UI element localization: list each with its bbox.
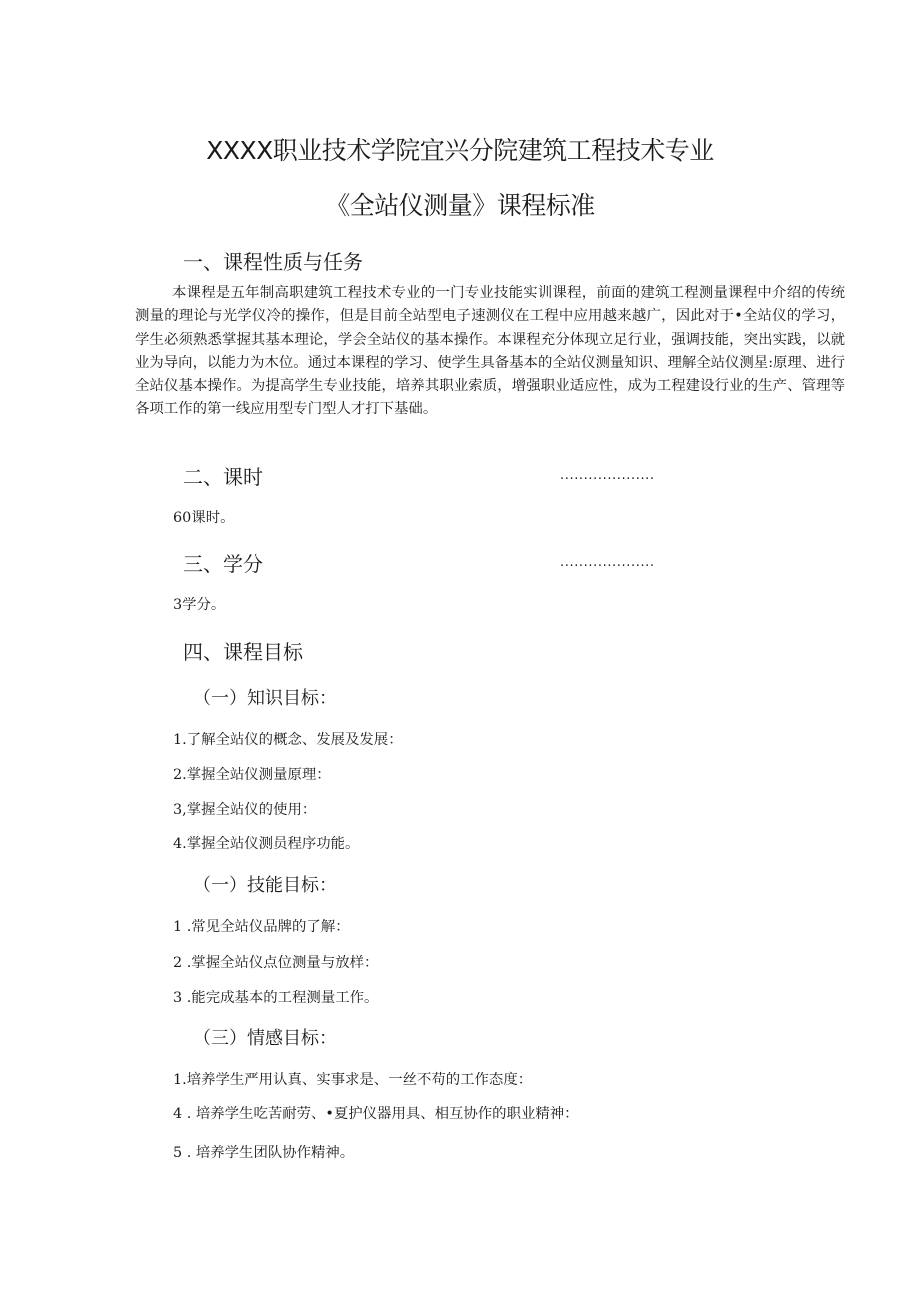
- section-heading-hours: 二、课时: [183, 465, 263, 489]
- emotion-item: 1.培养学生严用认真、实事求是、一丝不苟的工作态度：: [173, 1072, 533, 1088]
- knowledge-item: 3,掌握全站仪的使用：: [173, 802, 317, 818]
- hours-dot-leader: ....................: [560, 468, 655, 483]
- knowledge-item: 2.掌握全站仪测量原理：: [173, 767, 331, 783]
- document-title-line1: XXXX职业技术学院宜兴分院建筑工程技术专业: [206, 136, 714, 165]
- emotion-item: 5 . 培养学生团队协作精神。: [173, 1145, 355, 1161]
- document-title-line2: 《全站仪测量》课程标准: [325, 191, 595, 220]
- section-paragraph-nature: 本课程是五年制高职建筑工程技术专业的一门专业技能实训课程，前面的建筑工程测量课程中介绍的传统测量的理论与光学仪冷的操作，但是目前全站型电子速测仪在工程中应用越来越广，因此对于•全站仪的学习，学生必须熟悉掌握其基本理论，学会全站仪的基本操作。本课程充分体现立足行业，强调技能，突出实践，以就业为导向，以能力为木位。通过本课程的学习、使学生具备基本的全站仪测量知识、理解全站仪测星:原理、进行全站仪基本操作。为提高学生专业技能，培养其职业索质，增强职业适应性，成为工程建设行业的生产、管理等各项工作的第一线应用型专门型人才打下基础。: [135, 285, 845, 418]
- hours-content: 60课时。: [173, 510, 235, 526]
- subheading-emotion: （三）情感目标：: [193, 1028, 337, 1049]
- section-heading-nature: 一、课程性质与任务: [183, 250, 363, 274]
- subheading-knowledge: （一）知识目标：: [193, 688, 337, 709]
- skills-item: 3 .能完成基本的工程测量工作。: [173, 990, 379, 1006]
- section-heading-objectives: 四、课程目标: [183, 640, 303, 664]
- knowledge-item: 4.掌握全站仪测员程序功能。: [173, 836, 360, 852]
- knowledge-item: 1.了解全站仪的概念、发展及发展：: [173, 732, 403, 748]
- skills-item: 1 .常见全站仪品牌的了解：: [173, 919, 350, 935]
- credits-content: 3学分。: [173, 597, 226, 613]
- emotion-item: 4 . 培养学生吃苦耐劳、•夏护仪器用具、相互协作的职业精神：: [173, 1106, 579, 1122]
- subheading-skills: （一）技能目标：: [193, 875, 337, 896]
- section-heading-credits: 三、学分: [183, 552, 263, 576]
- skills-item: 2 .掌握全站仪点位测量与放样：: [173, 955, 379, 971]
- credits-dot-leader: ....................: [560, 555, 655, 570]
